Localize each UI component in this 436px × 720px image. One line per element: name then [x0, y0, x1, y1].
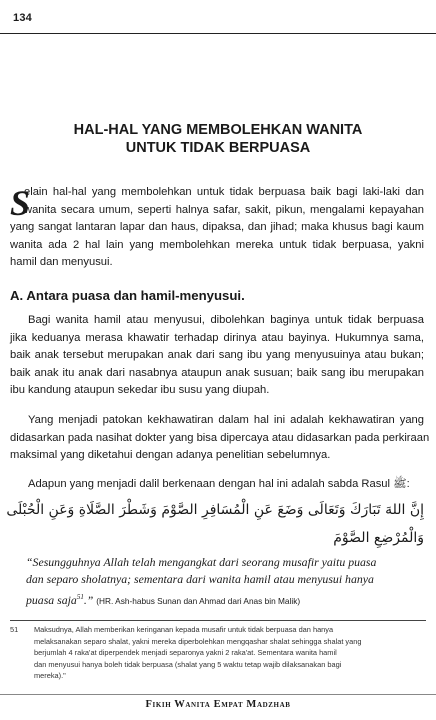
quote-line: dan separo sholatnya; sementara dari wanita hamil atau menyusui hanya [26, 572, 374, 587]
paragraph-line: Bagi wanita hamil atau menyusui, dibolehkan baginya untuk tidak berpuasa [28, 314, 424, 326]
intro-line: elain hal-hal yang membolehkan untuk tidak berpuasa baik bagi laki-laki dan [24, 186, 424, 198]
footnote-reference: 51 [76, 592, 84, 601]
intro-paragraph [10, 184, 424, 272]
paragraph-line: baik anak tersebut merupakan anak dari sang ibu yang menyusuinya atau bukan; [10, 349, 424, 362]
footnote-number: 51 [10, 625, 19, 634]
footnote-rule [10, 620, 426, 621]
intro-line: wanita ada 2 hal lain yang membolehkan mereka untuk tidak berpuasa, yakni [10, 238, 424, 251]
arabic-hadith-line2: وَالْمُرْضِعِ الصَّوْمَ [333, 530, 424, 546]
paragraph-line: Adapun yang menjadi dalil berkenaan dengan hal ini adalah sabda Rasul ﷺ: [28, 478, 410, 490]
paragraph-line: ibu kandung ataupun sekedar ibu susu yang diupah. [10, 384, 270, 397]
section-heading: A. Antara puasa dan hamil-menyusui. [10, 288, 245, 303]
quote-line: “Sesungguhnya Allah telah mengangkat dari seorang musafir yaitu puasa [26, 555, 377, 569]
paragraph-line: jika keduanya merasa khawatir terhadap dirinya atau bayinya. Hukumnya sama, [10, 331, 424, 344]
intro-line: yang sangat lantaran lapar dan haus, dipaksa, dan jihad; maka khusus bagi kaum [10, 221, 424, 234]
paragraph-line: Yang menjadi patokan kekhawatiran dalam hal ini adalah kekhawatiran yang [28, 414, 424, 426]
intro-line: hamil dan menyusui. [10, 256, 113, 269]
paragraph-3 [10, 476, 424, 494]
chapter-title-line2: UNTUK TIDAK BERPUASA [125, 140, 311, 156]
paragraph-2 [10, 412, 430, 465]
drop-cap: S [10, 183, 31, 223]
hadith-translation [26, 554, 420, 610]
footer-rule [0, 694, 436, 695]
paragraph-line: maksimal yang diketahui dengan adanya penelitian sebelumnya. [10, 449, 331, 462]
footnote-line: dan menyusui hanya boleh tidak berpuasa (shalat yang 5 waktu tetap wajib dilaksanakan bagi [34, 659, 342, 669]
paragraph-line: baik anak itu anak dari nasabnya ataupun anak susuan; baik sang ibu merupakan [10, 366, 424, 379]
quote-end: .” [83, 592, 97, 607]
footnote-line: melaksanakan separo shalat, yakni mereka diperbolehkan mengqashar shalat sehingga shalat yang [34, 636, 362, 646]
quote-text: puasa saja [26, 592, 77, 607]
footnote-line: berjumlah 4 raka'at diperpendek menjadi separonya yakni 2 raka'at. Sementara wanita hamil [34, 648, 337, 658]
paragraph-1 [10, 312, 424, 400]
page-number: 134 [13, 12, 32, 24]
footnote-line: mereka)." [34, 671, 66, 681]
paragraph-line: didasarkan pada nasihat dokter yang bisa dipercaya atau didasarkan pada perkiraan [10, 431, 430, 444]
quote-line [26, 589, 420, 610]
chapter-title-line1: HAL-HAL YANG MEMBOLEHKAN WANITA [73, 122, 363, 138]
intro-line: wanita secara umum, seperti halnya safar, sakit, pikun, mengalami kepayahan [24, 203, 424, 216]
hadith-source: (HR. Ash-habus Sunan dan Ahmad dari Anas bin Malik) [96, 595, 301, 606]
arabic-hadith-line1: إِنَّ اللهَ تَبَارَكَ وَتَعَالَى وَضَعَ عَنِ الْمُسَافِرِ الصَّوْمَ وَشَطْرَ الصَّلَاةِ وَعَنِ الْحُبْلَى [6, 502, 424, 518]
footnote-line: Maksudnya, Allah memberikan keringanan kepada musafir untuk tidak berpuasa dan hanya [34, 625, 334, 634]
header-rule [0, 33, 436, 34]
running-footer: Fikih Wanita Empat Madzhab [145, 699, 291, 710]
